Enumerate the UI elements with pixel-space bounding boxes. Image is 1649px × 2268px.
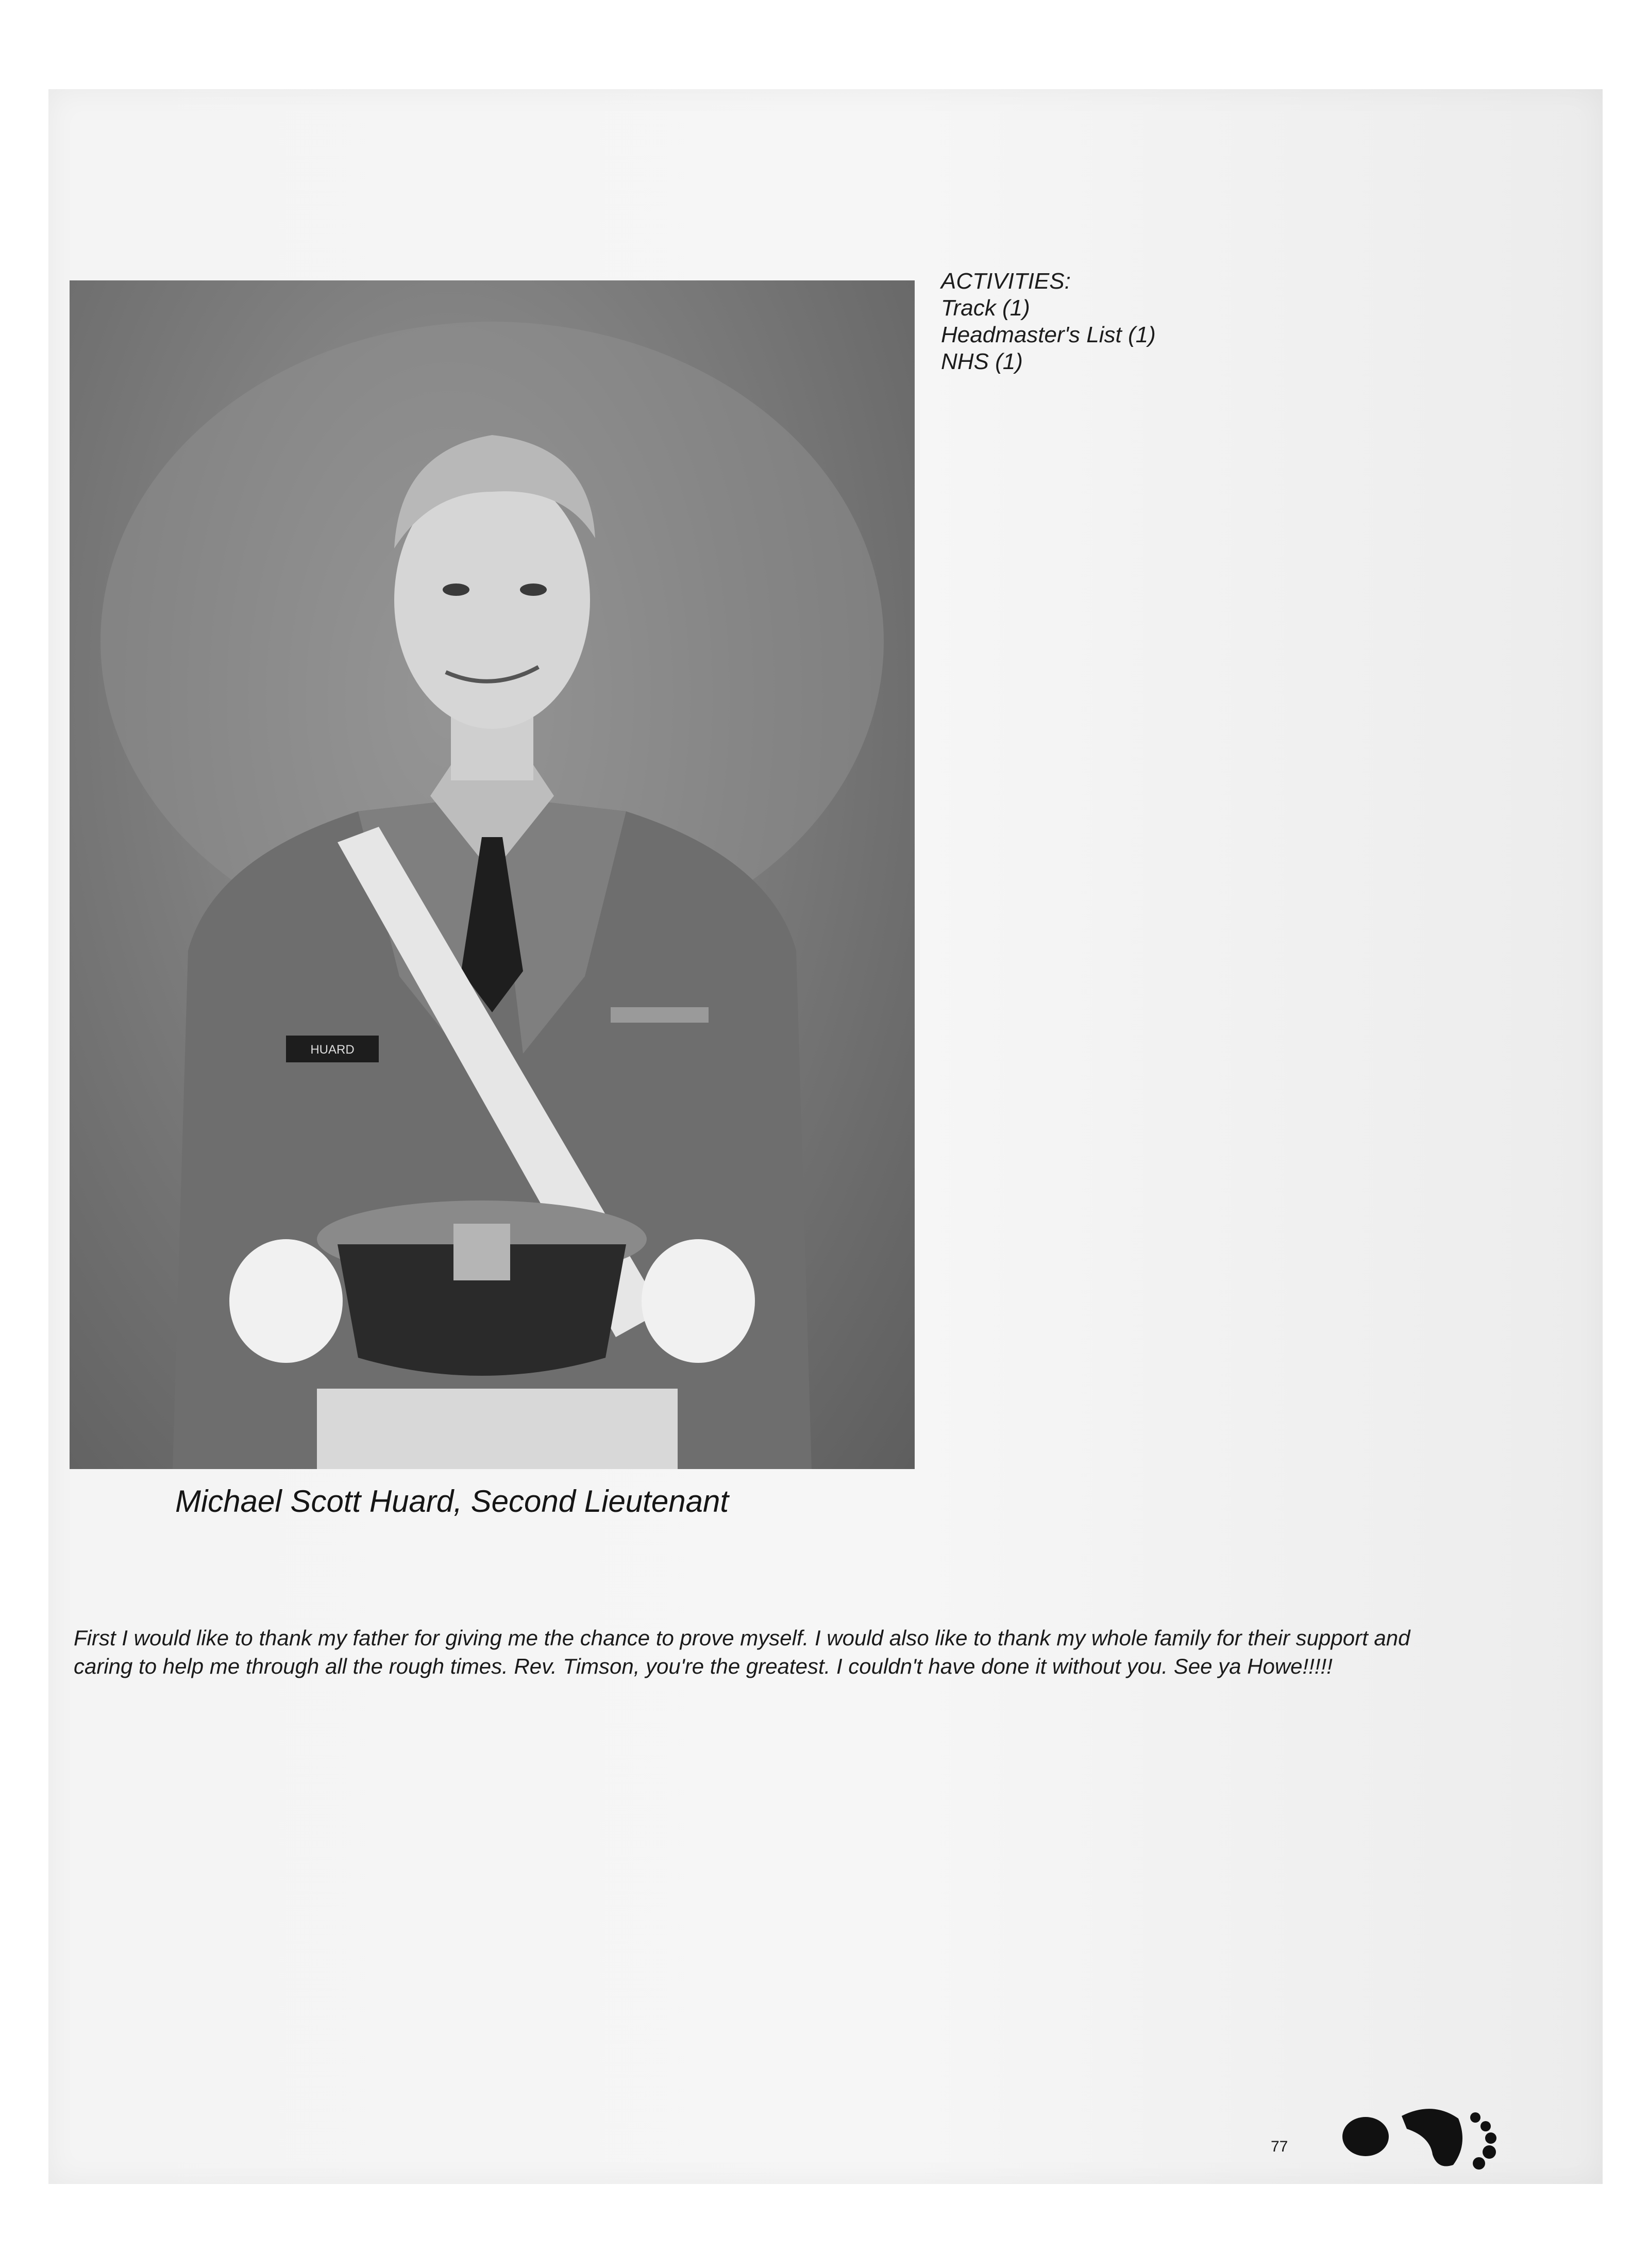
activity-item: Headmaster's List (1) xyxy=(941,322,1156,347)
page-number: 77 xyxy=(1271,2138,1288,2155)
activities-list xyxy=(941,268,1156,375)
name-plate-text: HUARD xyxy=(310,1043,355,1057)
activity-item: Track (1) xyxy=(941,295,1030,321)
senior-portrait-photo xyxy=(70,280,915,1469)
senior-message: First I would like to thank my father for giving me the chance to prove myself. I would also like to thank my whole family for their support and caring to help me through all the rough times. Rev. Timson, you're the greatest. I couldn't have done it without you. See ya Howe!!!!! xyxy=(74,1626,1410,1678)
glove-right xyxy=(642,1239,755,1363)
ribbon-bar xyxy=(611,1007,709,1023)
activities-heading: ACTIVITIES: xyxy=(941,269,1071,294)
activity-item: NHS (1) xyxy=(941,349,1023,374)
portrait-caption: Michael Scott Huard, Second Lieutenant xyxy=(175,1484,729,1519)
footprints-icon xyxy=(1330,2088,1525,2170)
cap-insignia xyxy=(453,1224,510,1280)
glove-left xyxy=(229,1239,343,1363)
portrait-illustration xyxy=(70,280,915,1469)
